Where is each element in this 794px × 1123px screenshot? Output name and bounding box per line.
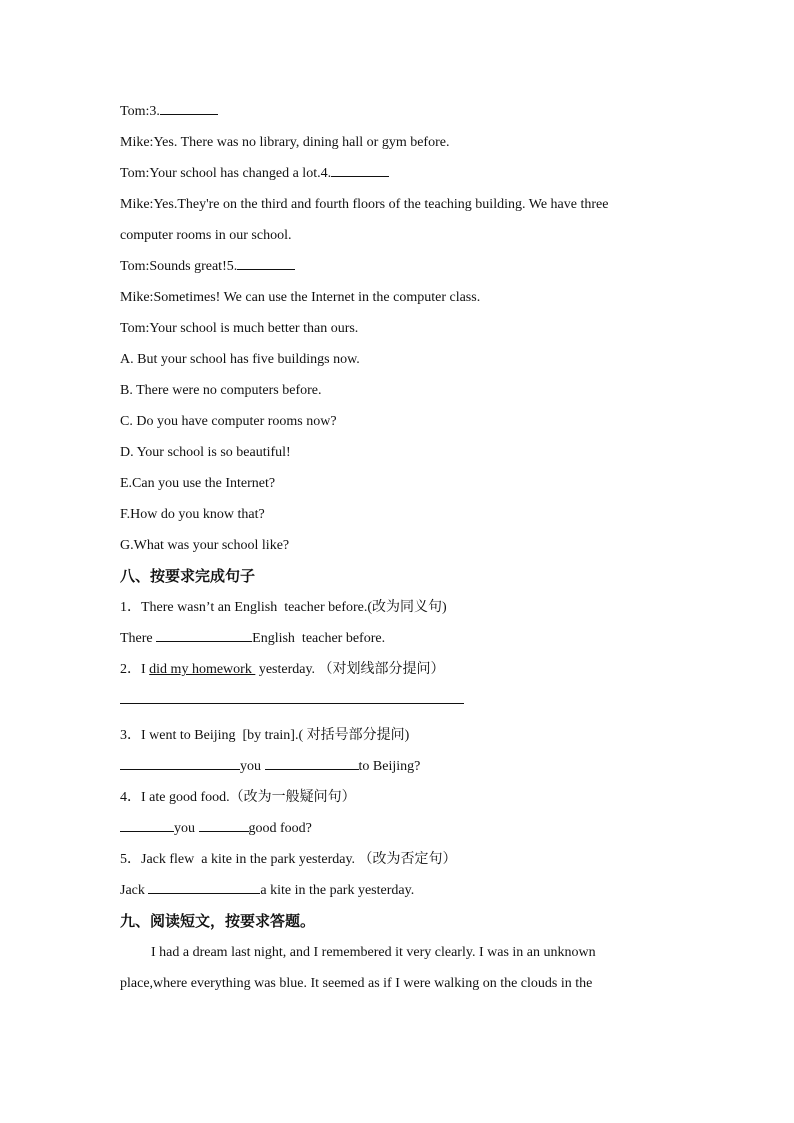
answer-text: There xyxy=(120,631,157,646)
dialogue-text: Yes. There was no library, dining hall or gym before. xyxy=(153,135,450,150)
option-g: G.What was your school like? xyxy=(120,538,290,553)
dialogue-text: Your school has changed a lot.4. xyxy=(149,166,332,181)
option-d: D. Your school is so beautiful! xyxy=(120,445,291,460)
answer-blank[interactable] xyxy=(120,689,464,704)
answer-5 xyxy=(120,875,680,906)
question-3: 3．I went to Beijing [by train].( 对括号部分提问) xyxy=(120,728,410,743)
section-heading: 八、按要求完成句子 xyxy=(120,567,256,585)
reading-passage xyxy=(120,937,680,999)
option-e: E.Can you use the Internet? xyxy=(120,476,276,491)
answer-blank[interactable] xyxy=(120,755,240,770)
speaker: Mike: xyxy=(120,290,154,305)
answer-text: you xyxy=(240,759,265,774)
question-2 xyxy=(120,654,680,685)
answer-blank[interactable] xyxy=(331,162,389,177)
answer-text: English teacher before. xyxy=(252,631,386,646)
dialogue-text: 3. xyxy=(149,104,160,119)
option-b: B. There were no computers before. xyxy=(120,383,322,398)
speaker: Tom: xyxy=(120,321,150,336)
question-4: 4．I ate good food.（改为一般疑问句） xyxy=(120,790,356,805)
question-5: 5．Jack flew a kite in the park yesterday. （改为否定句） xyxy=(120,852,457,867)
dialogue-line xyxy=(120,313,680,344)
speaker: Tom: xyxy=(120,259,150,274)
answer-blank[interactable] xyxy=(120,817,174,832)
answer-blank[interactable] xyxy=(148,879,260,894)
passage-line: place,where everything was blue. It seemed as if I were walking on the clouds in the xyxy=(120,976,593,991)
dialogue-line xyxy=(120,282,680,313)
question-text: 2．I xyxy=(120,662,150,677)
speaker: Tom: xyxy=(120,166,150,181)
speaker: Mike: xyxy=(120,135,154,150)
underlined-part: did my homework xyxy=(149,662,256,677)
question-text: yesterday. （对划线部分提问） xyxy=(255,662,445,677)
speaker: Tom: xyxy=(120,104,150,119)
answer-text: to Beijing? xyxy=(358,759,421,774)
dialogue-text: Sometimes! We can use the Internet in the computer class. xyxy=(153,290,481,305)
answer-text: good food? xyxy=(248,821,312,836)
dialogue-text: Your school is much better than ours. xyxy=(149,321,359,336)
answer-text: a kite in the park yesterday. xyxy=(260,883,415,898)
speaker: Mike: xyxy=(120,197,154,212)
option-c: C. Do you have computer rooms now? xyxy=(120,414,337,429)
option-a: A. But your school has five buildings now. xyxy=(120,352,360,367)
dialogue-line xyxy=(120,220,680,251)
worksheet-page xyxy=(120,96,680,999)
dialogue-line xyxy=(120,251,680,282)
answer-text: you xyxy=(174,821,199,836)
answer-1 xyxy=(120,623,680,654)
answer-2 xyxy=(120,689,680,720)
answer-text: Jack xyxy=(120,883,149,898)
answer-4 xyxy=(120,813,680,844)
dialogue-line xyxy=(120,127,680,158)
answer-3 xyxy=(120,751,680,782)
answer-blank[interactable] xyxy=(265,755,359,770)
answer-blank[interactable] xyxy=(199,817,249,832)
dialogue-text: Sounds great!5. xyxy=(149,259,238,274)
section-heading: 九、阅读短文，按要求答题。 xyxy=(120,912,316,930)
answer-blank[interactable] xyxy=(156,627,252,642)
dialogue-line xyxy=(120,96,680,127)
dialogue-line xyxy=(120,158,680,189)
dialogue-line xyxy=(120,189,680,220)
option-f: F.How do you know that? xyxy=(120,507,265,522)
dialogue-text: computer rooms in our school. xyxy=(120,228,292,243)
question-1: 1．There wasn’t an English teacher before.(改为同义句) xyxy=(120,600,447,615)
answer-blank[interactable] xyxy=(237,255,295,270)
dialogue-text: Yes.They're on the third and fourth floors of the teaching building. We have three xyxy=(153,197,609,212)
answer-blank[interactable] xyxy=(160,100,218,115)
passage-line: I had a dream last night, and I remembered it very clearly. I was in an unknown xyxy=(151,945,596,960)
